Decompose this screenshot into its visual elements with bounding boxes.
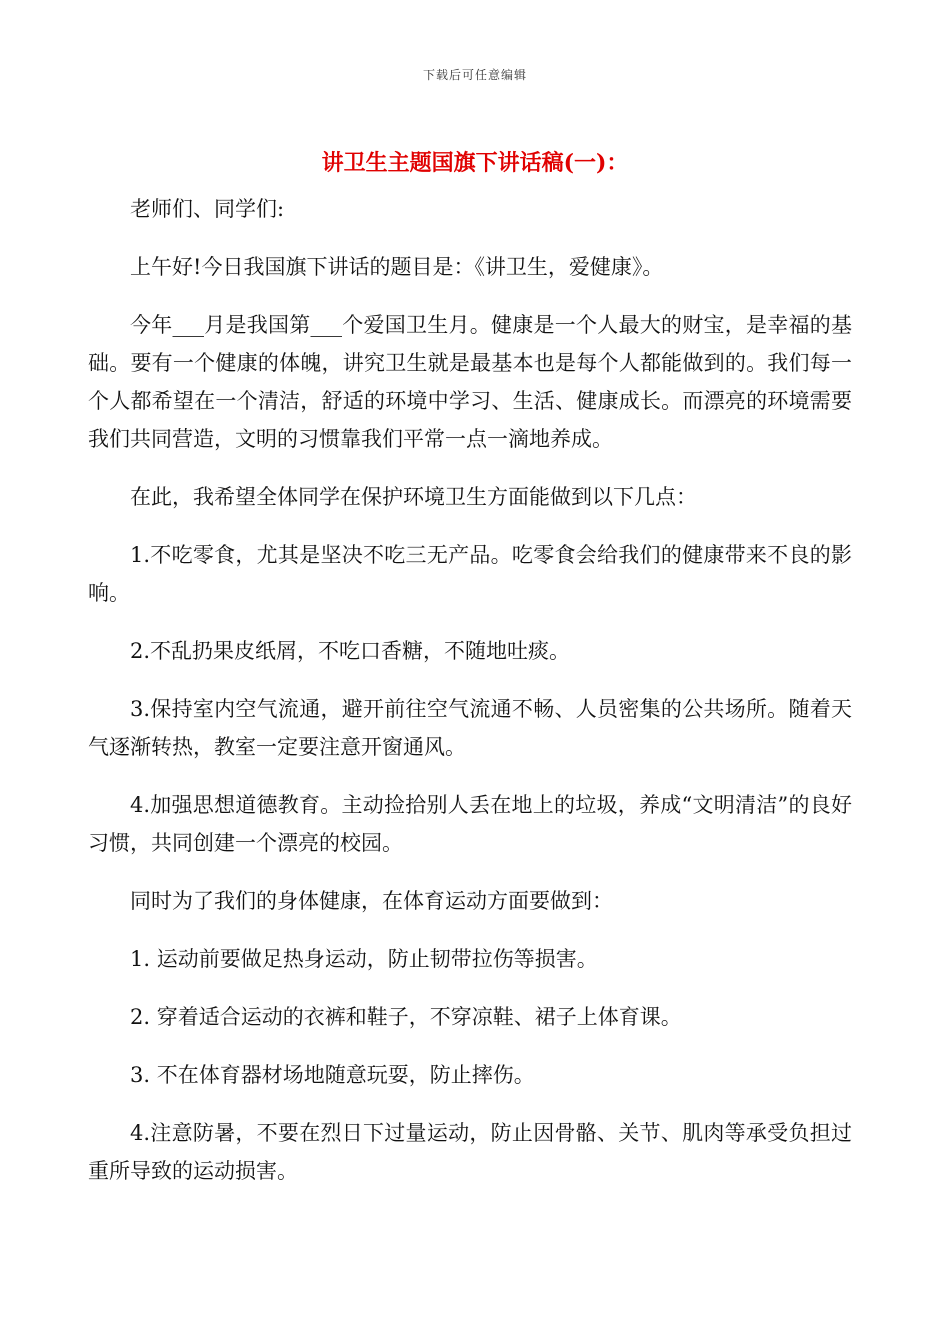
sports-item-1: 1. 运动前要做足热身运动，防止韧带拉伤等损害。 xyxy=(130,947,598,971)
document-body xyxy=(88,190,852,1210)
environment-item-2: 2.不乱扔果皮纸屑，不吃口香糖，不随地吐痰。 xyxy=(130,639,571,663)
environment-item-1: 1.不吃零食，尤其是坚决不吃三无产品。吃零食会给我们的健康带来不良的影响。 xyxy=(88,543,852,605)
document-title: 讲卫生主题国旗下讲话稿(一)： xyxy=(321,150,629,176)
salutation: 老师们、同学们: xyxy=(130,197,285,221)
environment-item-4: 4.加强思想道德教育。主动捡拾别人丢在地上的垃圾，养成“文明清洁”的良好习惯，共同创建一个漂亮的校园。 xyxy=(88,793,852,855)
page-header: 下载后可任意编辑 xyxy=(422,68,527,82)
sports-item-2: 2. 穿着适合运动的衣裤和鞋子，不穿凉鞋、裙子上体育课。 xyxy=(130,1005,682,1029)
intro-paragraph: 今年___月是我国第___个爱国卫生月。健康是一个人最大的财宝，是幸福的基础。要有一个健康的体魄，讲究卫生就是最基本也是每个人都能做到的。我们每一个人都希望在一个清洁，舒适的环境中学习、生活、健康成长。而漂亮的环境需要我们共同营造，文明的习惯靠我们平常一点一滴地养成。 xyxy=(88,313,852,451)
sports-item-4: 4.注意防暑，不要在烈日下过量运动，防止因骨骼、关节、肌肉等承受负担过重所导致的运动损害。 xyxy=(88,1121,852,1183)
sports-lead-paragraph: 同时为了我们的身体健康，在体育运动方面要做到： xyxy=(130,889,613,913)
environment-lead-paragraph: 在此，我希望全体同学在保护环境卫生方面能做到以下几点： xyxy=(130,485,697,509)
sports-item-3: 3. 不在体育器材场地随意玩耍，防止摔伤。 xyxy=(130,1063,535,1087)
environment-item-3: 3.保持室内空气流通，避开前往空气流通不畅、人员密集的公共场所。随着天气逐渐转热，教室一定要注意开窗通风。 xyxy=(88,697,852,759)
greeting-paragraph: 上午好!今日我国旗下讲话的题目是：《讲卫生，爱健康》。 xyxy=(130,255,664,279)
